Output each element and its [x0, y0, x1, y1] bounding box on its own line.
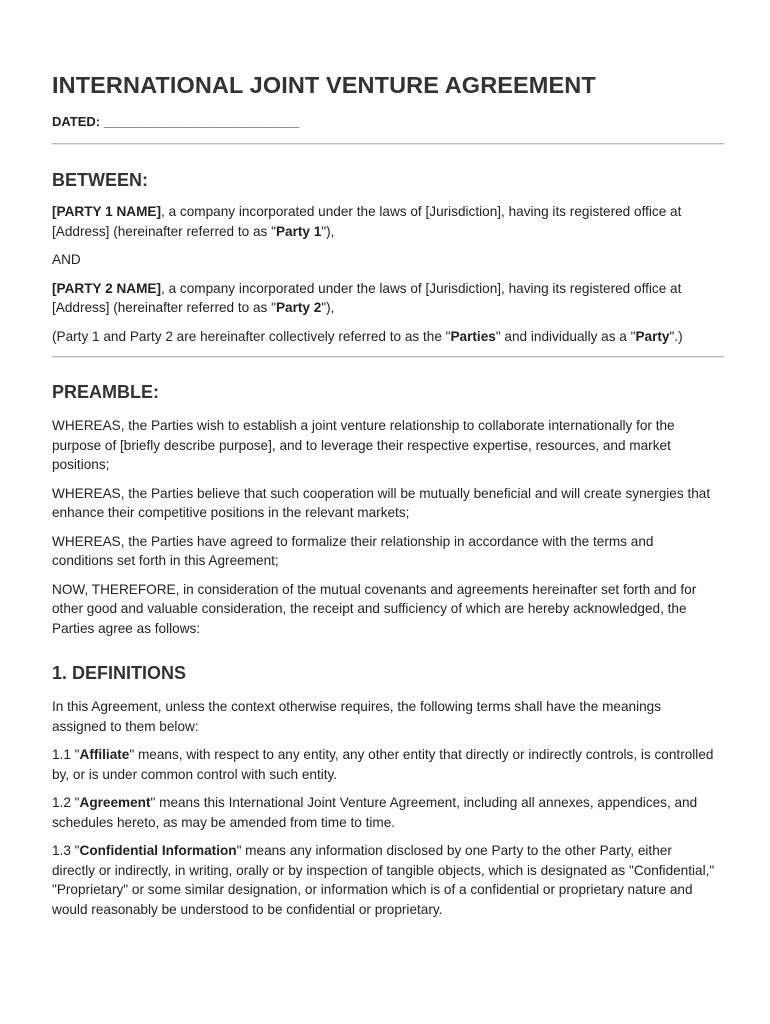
preamble-paragraph: WHEREAS, the Parties wish to establish a joint venture relationship to collaborate internationally for the purpose of [briefly describe purpose], and to leverage their respective expertise, resources, and market positions;	[52, 418, 675, 472]
collective-text-b: " and individually as a "	[495, 328, 636, 344]
party1-text-end: "),	[321, 223, 335, 239]
definition-text: " means this International Joint Venture Agreement, including all annexes, appendices, and schedules hereto, as may be amended from time to time.	[52, 795, 698, 830]
definition-text: " means, with respect to any entity, any other entity that directly or indirectly controls, is controlled by, or is under common control with such entity.	[52, 747, 714, 782]
party1-short: Party 1	[275, 223, 322, 239]
preamble-paragraph: NOW, THEREFORE, in consideration of the mutual covenants and agreements hereinafter set forth and for other good and valuable consideration, the receipt and sufficiency of which are hereby acknowledged, the Parties agree as follows:	[52, 581, 697, 636]
definitions-intro: In this Agreement, unless the context otherwise requires, the following terms shall have the meanings assigned to them below:	[52, 699, 662, 734]
document-title: INTERNATIONAL JOINT VENTURE AGREEMENT	[52, 72, 596, 98]
definition-text: " means any information disclosed by one Party to the other Party, either directly or indirectly, in writing, orally or by inspection of tangible objects, which is designated as "Confidential," "Proprietary" or some similar designation, or information which is of a confidential or proprietary nature and would reasonably be understood to be confidential or proprietary.	[52, 843, 715, 917]
party2-name: [PARTY 2 NAME]	[52, 280, 162, 296]
collective-paragraph	[52, 327, 718, 347]
preamble-paragraph: WHEREAS, the Parties believe that such cooperation will be mutually beneficial and will create synergies that enhance their competitive positions in the relevant markets;	[52, 485, 711, 520]
party1-text: , a company incorporated under the laws of [Jurisdiction], having its registered office at [Address] (hereinafter referred to as "	[52, 204, 682, 239]
party2-text-end: "),	[321, 300, 335, 315]
dated-blank: ___________________________	[103, 114, 299, 129]
definition-term: Agreement	[79, 795, 151, 810]
definition-term: Confidential Information	[79, 843, 237, 858]
and-text: AND	[52, 252, 81, 267]
dated-label: DATED:	[52, 114, 101, 129]
collective-text-a: (Party 1 and Party 2 are hereinafter collectively referred to as the "	[52, 328, 451, 344]
section-divider	[52, 143, 724, 145]
party2-paragraph	[52, 279, 718, 318]
preamble-heading: PREAMBLE:	[52, 382, 159, 402]
party2-short: Party 2	[275, 300, 322, 315]
preamble-paragraph: WHEREAS, the Parties have agreed to formalize their relationship in accordance with the terms and conditions set forth in this Agreement;	[52, 533, 654, 568]
party-term: Party	[635, 328, 670, 344]
between-heading: BETWEEN:	[52, 170, 148, 190]
dated-line	[52, 114, 718, 130]
definitions-heading: 1. DEFINITIONS	[52, 663, 187, 683]
parties-term: Parties	[450, 328, 496, 344]
section-divider	[52, 356, 724, 358]
definition-item	[52, 745, 718, 784]
party2-text: , a company incorporated under the laws of [Jurisdiction], having its registered office at [Address] (hereinafter referred to as "	[52, 280, 682, 315]
definition-number: 1.2 "	[52, 795, 80, 810]
definition-number: 1.3 "	[52, 843, 80, 858]
party1-paragraph	[52, 202, 718, 241]
definition-number: 1.1 "	[52, 747, 80, 762]
definition-term: Affiliate	[79, 747, 130, 762]
collective-text-c: ".)	[669, 328, 683, 344]
definition-item	[52, 793, 718, 832]
party1-name: [PARTY 1 NAME]	[52, 204, 162, 219]
definition-item	[52, 841, 718, 919]
